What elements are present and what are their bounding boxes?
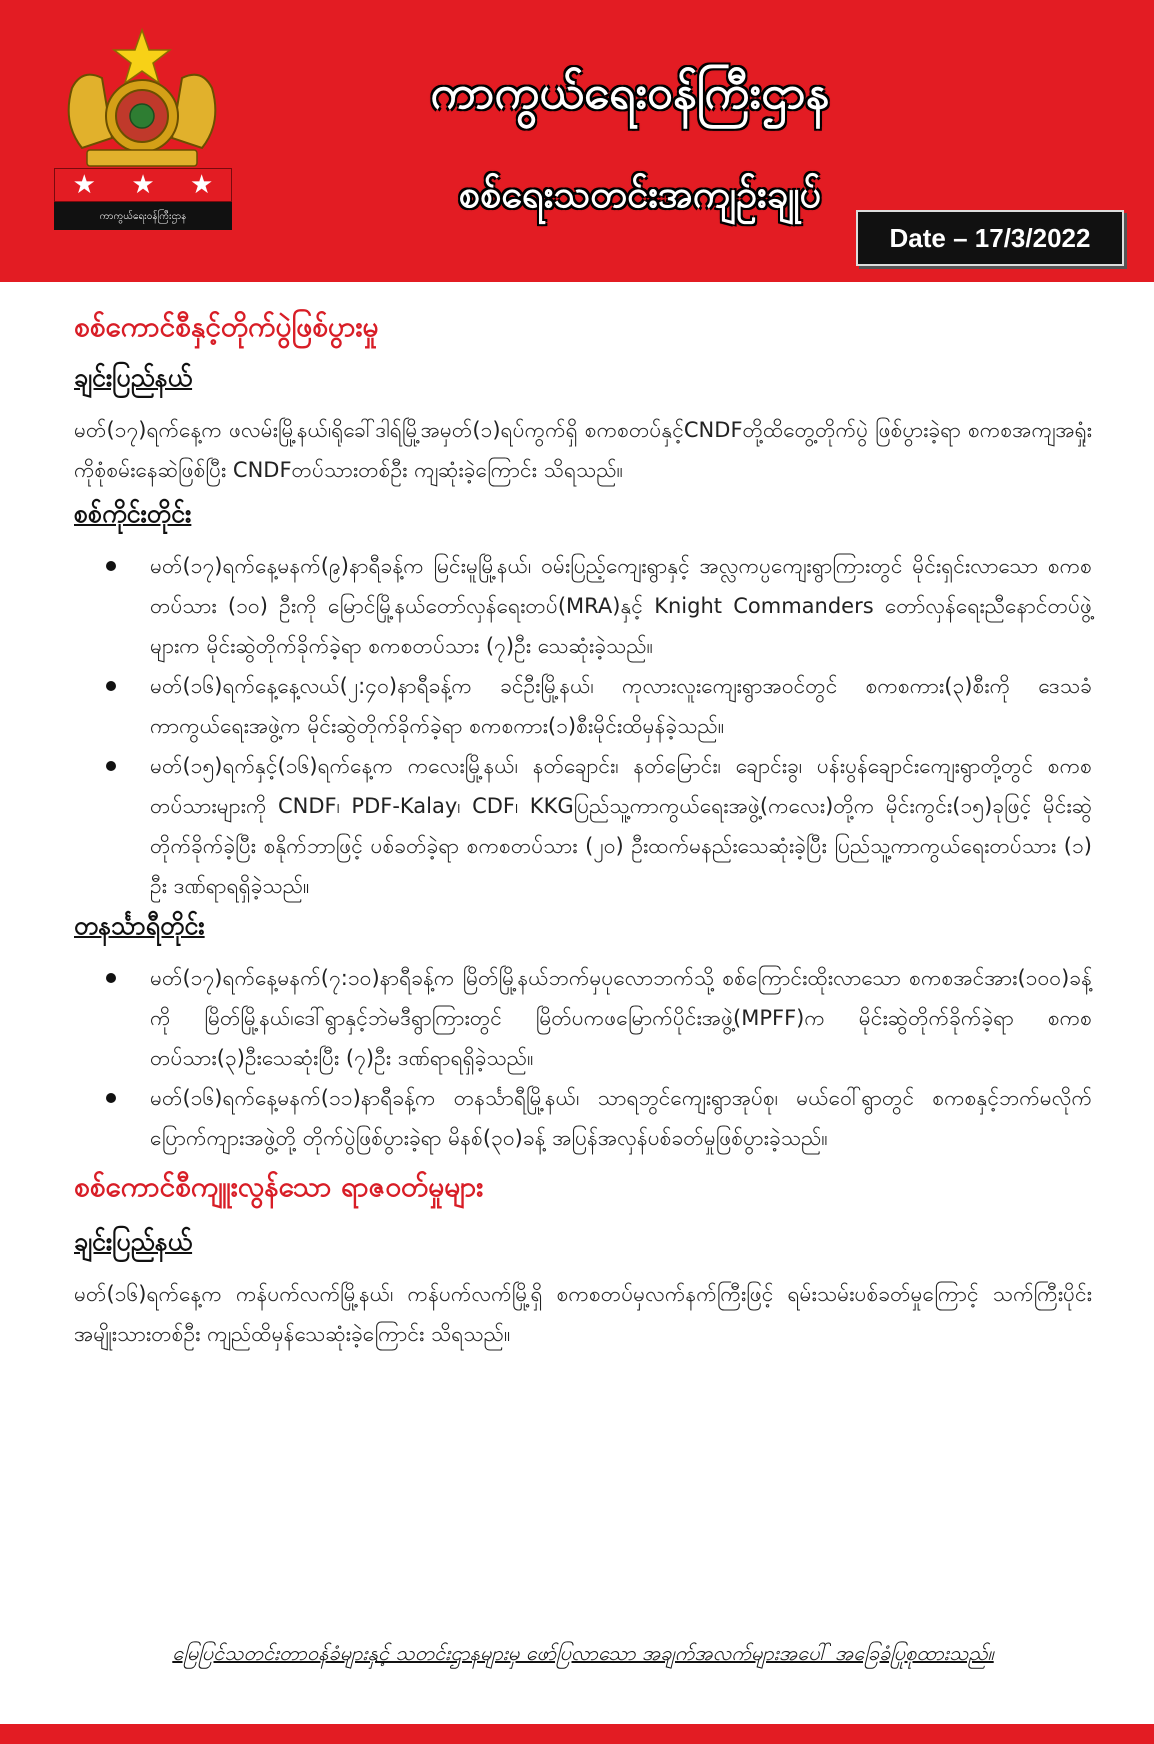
logo-flag: [54, 168, 232, 228]
region-title: ချင်းပြည်နယ်: [74, 1227, 193, 1256]
bulletin-content: [74, 300, 1092, 1354]
logo-caption: ကာကွယ်ရေးဝန်ကြီးဌာန: [54, 202, 232, 230]
list-item: မတ်(၁၇)ရက်နေ့မနက်(၉)နာရီခန့်က မြင်းမူမြို့နယ်၊ ဝမ်းပြည့်ကျေးရွာနှင့် အလ္လကပ္ပကျေးရွာကြားတွင် မိုင်းရှင်းလာသော စကစတပ်သား (၁၀) ဦးကို မြောင်မြို့နယ်တော်လှန်ရေးတပ်(MRA)နှင့် Knight Commanders တော်လှန်ရေးညီနောင်တပ်ဖွဲ့များက မိုင်းဆွဲတိုက်ခိုက်ခဲ့ရာ စကစတပ်သား (၇)ဦး သေဆုံးခဲ့သည်။: [150, 546, 1092, 666]
emblem-icon: [52, 28, 232, 178]
section-title: စစ်ကောင်စီနှင့်တိုက်ပွဲဖြစ်ပွားမှု: [74, 310, 379, 343]
date-badge: Date – 17/3/2022: [856, 210, 1124, 266]
region-paragraph: မတ်(၁၇)ရက်နေ့က ဖလမ်းမြို့နယ်၊ရိုခေါ်ဒါရ်မြို့အမှတ်(၁)ရပ်ကွက်ရှိ စကစတပ်နှင့်CNDFတို့ထိတွေ့တိုက်ပွဲ ဖြစ်ပွားခဲ့ရာ စကစအကျအရှုံးကိုစုံစမ်းနေဆဲဖြစ်ပြီး CNDFတပ်သားတစ်ဦး ကျဆုံးခဲ့ကြောင်း သိရသည်။: [74, 418, 1092, 482]
region-tanintharyi: [74, 906, 1092, 1158]
section-crimes: [74, 1160, 1092, 1354]
region-title: စစ်ကိုင်းတိုင်း: [74, 499, 192, 528]
header-banner: [0, 0, 1154, 282]
bulletin-subtitle: စစ်ရေးသတင်းအကျဉ်းချုပ်: [458, 172, 822, 216]
star-icon: ★: [189, 170, 214, 200]
region-paragraph: မတ်(၁၆)ရက်နေ့က ကန်ပက်လက်မြို့နယ်၊ ကန်ပက်လက်မြို့ရှိ စကစတပ်မှလက်နက်ကြီးဖြင့် ရမ်းသမ်းပစ်ခတ်မှုကြောင့် သက်ကြီးပိုင်း အမျိုးသားတစ်ဦး ကျည်ထိမှန်သေဆုံးခဲ့ကြောင်း သိရသည်။: [74, 1282, 1092, 1346]
section-title: စစ်ကောင်စီကျူးလွန်သော ရာဇဝတ်မှုများ: [74, 1170, 484, 1203]
region-title: ချင်းပြည်နယ်: [74, 363, 193, 392]
list-item: မတ်(၁၆)ရက်နေ့မနက်(၁၁)နာရီခန့်က တနင်္သာရီမြို့နယ်၊ သာရဘွင်ကျေးရွာအုပ်စု၊ မယ်ဝေါ်ရွာတွင် စကစနှင့်ဘက်မလိုက်ပြောက်ကျားအဖွဲ့တို့ တိုက်ပွဲဖြစ်ပွားခဲ့ရာ မိနစ်(၃၀)ခန့် အပြန်အလှန်ပစ်ခတ်မှုဖြစ်ပွားခဲ့သည်။: [150, 1078, 1092, 1158]
source-note: မြေပြင်သတင်းတာဝန်ခံများနှင့် သတင်းဌာနများမှ ဖော်ပြလာသော အချက်အလက်များအပေါ် အခြေခံပြုစုထားသည်။: [172, 1641, 994, 1665]
region-chin: [74, 358, 1092, 490]
ministry-logo: [52, 28, 232, 242]
ministry-title: ကာကွယ်ရေးဝန်ကြီးဌာန: [430, 65, 830, 119]
list-item: မတ်(၁၅)ရက်နှင့်(၁၆)ရက်နေ့က ကလေးမြို့နယ်၊ နတ်ချောင်း၊ နတ်မြောင်း၊ ချောင်းခွ၊ ပန်းပွန်ချောင်းကျေးရွာတို့တွင် စကစတပ်သားများကို CNDF၊ PDF-Kalay၊ CDF၊ KKGပြည်သူ့ကာကွယ်ရေးအဖွဲ့(ကလေး)တို့က မိုင်းကွင်း(၁၅)ခုဖြင့် မိုင်းဆွဲတိုက်ခိုက်ခဲ့ပြီး စနိုက်ဘာဖြင့် ပစ်ခတ်ခဲ့ရာ စကစတပ်သား (၂၀) ဦးထက်မနည်းသေဆုံးခဲ့ပြီး ပြည်သူ့ကာကွယ်ရေးတပ်သား (၁) ဦး ဒဏ်ရာရရှိခဲ့သည်။: [150, 746, 1092, 906]
star-icon: ★: [131, 170, 155, 200]
section-clashes: [74, 300, 1092, 1158]
region-title: တနင်္သာရီတိုင်း: [74, 911, 205, 940]
list-item: မတ်(၁၇)ရက်နေ့မနက်(၇:၁၀)နာရီခန့်က မြိတ်မြို့နယ်ဘက်မှပုလောဘက်သို့ စစ်ကြောင်းထိုးလာသော စကစအင်အား(၁၀၀)ခန့်ကို မြိတ်မြို့နယ်၊ဒေါ်ရွာနှင့်ဘဲမဒီရွာကြားတွင် မြိတ်ပကဖမြောက်ပိုင်းအဖွဲ့(MPFF)က မိုင်းဆွဲတိုက်ခိုက်ခဲ့ရာ စကစတပ်သား(၃)ဦးသေဆုံးပြီး (၇)ဦး ဒဏ်ရာရရှိခဲ့သည်။: [150, 958, 1092, 1078]
region-chin: [74, 1222, 1092, 1354]
list-item: မတ်(၁၆)ရက်နေ့နေ့လယ်(၂:၄၀)နာရီခန့်က ခင်ဦးမြို့နယ်၊ ကုလားလူးကျေးရွာအဝင်တွင် စကစကား(၃)စီးကို ဒေသခံကာကွယ်ရေးအဖွဲ့က မိုင်းဆွဲတိုက်ခိုက်ခဲ့ရာ စကစကား(၁)စီးမိုင်းထိမှန်ခဲ့သည်။: [150, 666, 1092, 746]
star-icon: ★: [72, 170, 96, 200]
bottom-bar: [0, 1724, 1154, 1744]
region-sagaing: [74, 494, 1092, 906]
